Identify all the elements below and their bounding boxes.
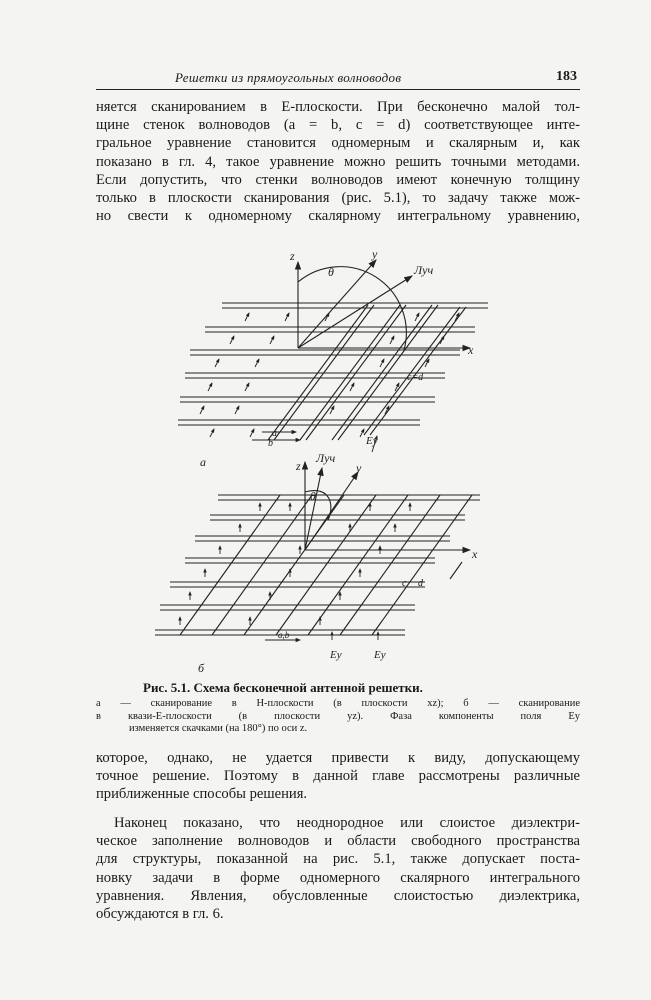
panel-b-panel-label: б xyxy=(198,661,205,675)
caption-line: в квази-E-плоскости (в плоскости yz). Фаза компоненты поля Ey xyxy=(96,710,580,722)
panel-a-y-label: y xyxy=(372,247,378,261)
caption-line: а — сканирование в H-плоскости (в плоскости xz); б — сканирование xyxy=(96,698,580,709)
panel-b-slanted-lines xyxy=(180,495,472,635)
panel-b-x-label: x xyxy=(472,547,478,561)
panel-a-cd-label: c=d xyxy=(407,372,424,383)
panel-b-d-label: d xyxy=(418,578,423,589)
figure-5-1 xyxy=(150,240,500,680)
panel-a-ray-label: Луч xyxy=(414,263,434,277)
panel-b-c-label: c xyxy=(402,578,407,589)
page-number: 183 xyxy=(556,69,577,84)
text-line: только в плоскости сканирования (рис. 5.1), то задачу также мож- xyxy=(96,190,580,207)
text-line: показано в гл. 4, такое уравнение можно решить точными методами. xyxy=(96,153,580,170)
text-line: но свести к одномерному скалярному интегральному уравнению, xyxy=(96,208,580,225)
panel-a-horizontal-lines xyxy=(178,303,488,425)
panel-a-y-axis xyxy=(298,260,376,348)
panel-a-z-label: z xyxy=(290,249,295,263)
text-line: для структуры, показанной на рис. 5.1, также допускает поста- xyxy=(96,851,580,868)
panel-b-ey-label-2: Ey xyxy=(374,649,386,661)
header-rule xyxy=(96,89,580,90)
panel-b-theta-label: θ xyxy=(310,489,316,503)
text-line: обсуждаются в гл. 6. xyxy=(96,906,224,923)
text-line: приближенные способы решения. xyxy=(96,786,308,803)
paragraph-top xyxy=(96,98,580,225)
text-line: ческое заполнение волноводов и области свободного пространства xyxy=(96,833,580,850)
figure-caption-title: Рис. 5.1. Схема бесконечной антенной решетки. xyxy=(143,680,423,695)
text-line: няется сканированием в E-плоскости. При бесконечно малой тол- xyxy=(96,99,580,115)
panel-b-ab-label: a,b xyxy=(278,630,290,640)
running-header-title: Решетки из прямоугольных волноводов xyxy=(175,70,402,85)
text-line: которое, однако, не удается привести к виду, допускающему xyxy=(96,750,580,766)
text-line: точное решение. Поэтому в данной главе рассмотрены различные xyxy=(96,768,580,785)
panel-b-horizontal-lines xyxy=(155,495,480,635)
text-line: новку задачи в форме одномерного скалярного интегрального xyxy=(96,869,580,886)
panel-b-ey-label-1: Ey xyxy=(330,649,342,661)
text-line: Если допустить, что стенки волноводов имеют конечную толщину xyxy=(96,171,580,188)
panel-a-ey-label: Ey xyxy=(366,435,378,447)
panel-a-theta-label: θ xyxy=(328,265,334,279)
panel-a-diagram xyxy=(178,260,488,452)
panel-a-a-label: a xyxy=(272,428,277,439)
panel-b-z-label: z xyxy=(296,459,301,473)
text-line: гральное уравнение становится одномерным и скалярным и, как xyxy=(96,135,580,152)
paragraph-bottom xyxy=(96,814,580,923)
panel-b-diagram xyxy=(155,462,480,640)
panel-b-ray-label: Луч xyxy=(316,451,336,465)
paragraph-middle xyxy=(96,749,580,804)
panel-a-labels xyxy=(200,247,474,469)
panel-b-y-label: y xyxy=(356,461,362,475)
panel-a-x-label: x xyxy=(468,343,474,357)
figure-caption-body xyxy=(96,698,580,736)
text-line: щине стенок волноводов (a = b, c = d) соответствующее инте- xyxy=(96,117,580,134)
caption-line: изменяется скачками (на 180°) по оси z. xyxy=(129,723,308,734)
text-line: уравнения. Явления, обусловленные слоистостью диэлектрика, xyxy=(96,887,580,904)
text-line: Наконец показано, что неоднородное или слоистое диэлектри- xyxy=(114,815,580,831)
panel-a-panel-label: а xyxy=(200,455,206,469)
panel-b-field-arrows xyxy=(180,503,410,640)
panel-a-b-label: b xyxy=(268,438,273,449)
